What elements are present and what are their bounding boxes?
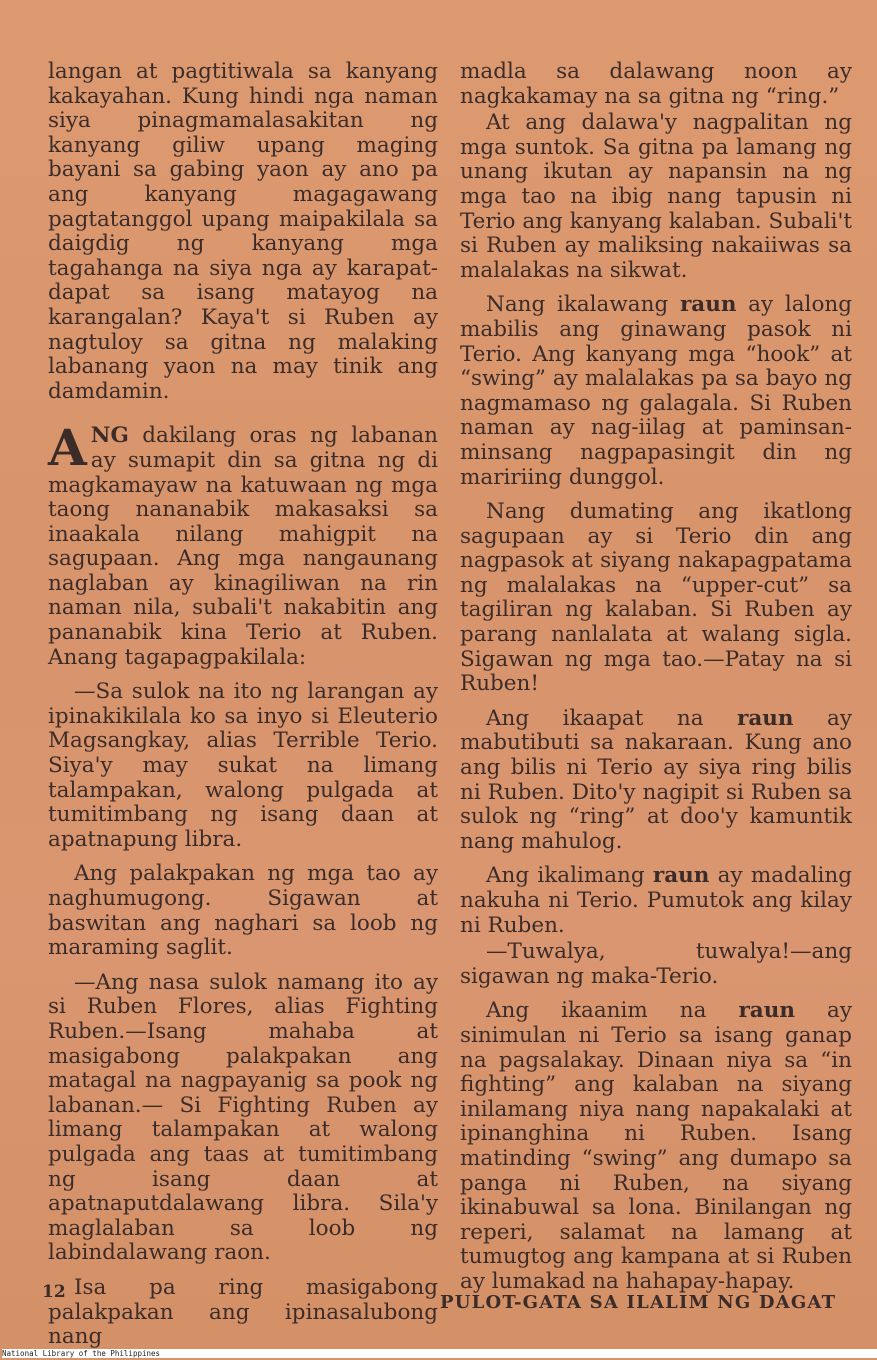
paragraph-text: ay sinimulan ni Terio sa isang ganap na pagsalakay. Dinaan niya sa “in fighting” ang kalaban na siyang inilamang niya nang napakalaki at ipinanghina ni Ruben. Isang matinding “swing” ang dumapo sa panga ni Ruben, na siyang ikinabuwal sa lona. Binilangan ng reperi, salamat na lamang at tumugtog ang kampana at si Ruben ay lumakad na hahapay-hapay. (460, 998, 852, 1294)
paragraph: —Tuwalya, tuwalya!—ang sigawan ng maka-Terio. (460, 939, 852, 989)
paragraph (460, 864, 852, 938)
paragraph: Ang palakpakan ng mga tao ay naghumugong. Sigawan at baswitan ang naghari sa loob ng maraming saglit. (48, 861, 438, 961)
paragraph: At ang dalawa'y nagpalitan ng mga suntok. Sa gitna pa lamang ng unang ikutan ay napansin na ng mga tao na ibig nang tapusin ni Terio ang kanyang kalaban. Subali't si Ruben ay maliksing nakaiiwas sa malalakas na sikwat. (460, 110, 852, 283)
paragraph (460, 999, 852, 1294)
running-title: PULOT-GATA SA ILALIM NG DAGAT (440, 1292, 837, 1313)
left-column (48, 60, 438, 1360)
paragraph-text: Nang ikalawang (486, 292, 680, 318)
paragraph: madla sa dalawang noon ay nagkakamay na sa gitna ng “ring.” (460, 59, 852, 109)
small-caps-lead: NG (90, 423, 129, 449)
dropcap-paragraph (48, 418, 438, 670)
library-credit: National Library of the Philippines (2, 1349, 877, 1358)
paragraph-text: Ang ikalimang (486, 863, 653, 889)
paragraph-text: Ang ikaanim na (486, 998, 739, 1024)
paragraph (460, 707, 852, 855)
paragraph-text: ay mabutibuti sa nakaraan. Kung ano ang bilis ni Terio ay siya ring bilis ni Ruben. Dito'y nagipit si Ruben sa sulok ng “ring” at doo'y kamuntik nang mahulog. (460, 705, 852, 854)
paragraph: Nang dumating ang ikatlong sagupaan ay si Terio din ang nagpasok at siyang nakapagpatama ng malalakas na “upper-cut” sa tagiliran ng kalaban. Si Ruben ay parang nanlalata at walang sigla. Sigawan ng mga tao.—Patay na si Ruben! (460, 499, 852, 697)
paragraph-text: dakilang oras ng labanan ay sumapit din sa gitna ng di magkamayaw na katuwaan ng mga taong nananabik makasaksi sa inaakala nilang mahigpit na sagupaan. Ang mga nangaunang naglaban ay kinagiliwan na rin naman nila, subali't nakabitin ang pananabik kina Terio at Ruben. Anang tagapagpakilala: (48, 423, 438, 670)
paragraph-text: ay madaling nakuha ni Terio. Pumutok ang kilay ni Ruben. (460, 863, 852, 938)
raun-word: raun (737, 705, 794, 731)
paragraph-text: Ang ikaapat na (486, 705, 737, 731)
raun-word: raun (652, 863, 710, 889)
paragraph: —Sa sulok na ito ng larangan ay ipinakikilala ko sa inyo si Eleuterio Magsangkay, alias Terrible Terio. Siya'y may sukat na limang talampakan, walong pulgada at tumitimbang ng isang daan at apatnapung libra. (48, 679, 438, 852)
page-number: 12 (42, 1282, 66, 1302)
paragraph: Isa pa ring masigabong palakpakan ang ipinasalubong nang (48, 1274, 438, 1350)
paragraph (460, 293, 852, 490)
paragraph-text: ay lalong mabilis ang ginawang pasok ni Terio. Ang kanyang mga “hook” at “swing” ay malalakas pa sa bayo ng nagmamaso ng galagala. Si Ruben naman ay nag-iilag at paminsan-minsang nagpapasingit din ng maririing dunggol. (460, 292, 852, 490)
paragraph: —Ang nasa sulok namang ito ay si Ruben Flores, alias Fighting Ruben.—Isang mahaba at masigabong palakpakan ang matagal na nagpayanig sa pook ng labanan.— Si Fighting Ruben ay limang talampakan at walong pulgada ang taas at tumitimbang ng isang daan at apatnaputdalawang libra. Sila'y maglalaban sa loob ng labindalawang raon. (48, 969, 438, 1266)
paragraph: langan at pagtitiwala sa kanyang kakayahan. Kung hindi nga naman siya pinagmamalasakitan ng kanyang giliw upang maging bayani sa gabing yaon ay ano pa ang kanyang magagawang pagtatanggol upang maipakilala sa daigdig ng kanyang mga tagahanga na siya nga ay karapat-dapat sa isang matayog na karangalan? Kaya't si Ruben ay nagtuloy sa gitna ng malaking labanang yaon na may tinik ang damdamin. (48, 59, 438, 404)
raun-word: raun (738, 998, 796, 1024)
drop-cap-letter: A (48, 418, 87, 478)
raun-word: raun (679, 292, 737, 318)
right-column (460, 60, 852, 1305)
